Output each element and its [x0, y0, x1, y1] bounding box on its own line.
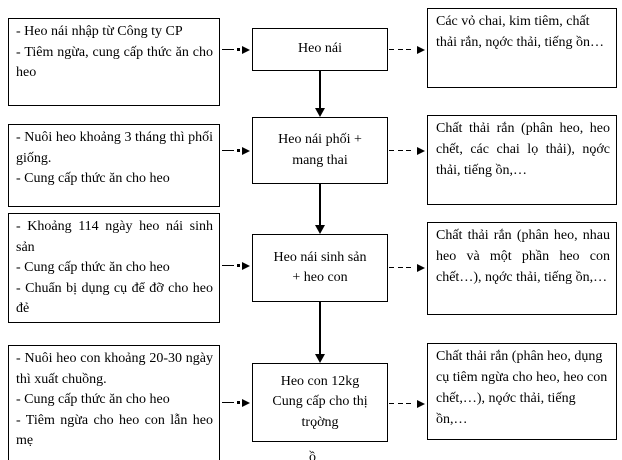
- input-box-row1: [8, 18, 220, 106]
- arrowhead-right-icon: [242, 399, 250, 407]
- stage-box-sinh-san: [252, 234, 388, 302]
- input-text: - Heo nái nhập từ Công ty CP: [16, 24, 183, 39]
- waste-box-row4: [427, 343, 617, 440]
- dashed-arrow-row3: [389, 263, 427, 272]
- dashdot-arrow-row1: [222, 45, 252, 54]
- input-text: - Tiêm ngừa, cung cấp thức ăn cho heo: [16, 44, 213, 80]
- flow-arrow-1: [315, 71, 325, 117]
- stage-label: trǫờng: [301, 414, 339, 430]
- input-text: - Chuẩn bị dụng cụ để đỡ cho heo đẻ: [16, 280, 213, 316]
- dot: [237, 48, 240, 51]
- flow-arrow-3: [315, 302, 325, 363]
- waste-text: Chất thải rắn (phân heo, heo chết, các chai lọ thải), nǫớc thải, tiếng ồn,…: [436, 121, 610, 178]
- input-text: - Khoảng 114 ngày heo nái sinh sản: [16, 219, 213, 255]
- arrowhead-right-icon: [242, 147, 250, 155]
- stage-box-heo-con-12kg: [252, 363, 388, 442]
- stage-box-phoi-mang-thai: [252, 117, 388, 184]
- dash: [222, 49, 234, 51]
- dashed-arrow-row1: [389, 45, 427, 54]
- input-text: - Tiêm ngừa cho heo con lẫn heo mẹ: [16, 412, 213, 448]
- arrowhead-right-icon: [417, 400, 425, 408]
- dashdot-arrow-row2: [222, 146, 252, 155]
- arrowhead-right-icon: [242, 46, 250, 54]
- stage-box-heo-nai: [252, 28, 388, 71]
- stage-label: + heo con: [292, 270, 348, 285]
- stage-label: Heo con 12kg: [280, 373, 360, 389]
- waste-text: Chất thải rắn (phân heo, dụng cụ tiêm ngừa cho heo, heo con chết,…), nǫớc thải, tiếng ồn,…: [436, 349, 608, 427]
- input-box-row4: [8, 345, 220, 460]
- input-text: - Nuôi heo khoảng 3 tháng thì phối giống.: [16, 130, 213, 166]
- arrowhead-right-icon: [417, 147, 425, 155]
- arrowhead-down-icon: [315, 225, 325, 234]
- flow-arrow-2: [315, 184, 325, 234]
- waste-box-row3: [427, 222, 617, 315]
- dashdot-arrow-row4: [222, 398, 252, 407]
- input-text: - Cung cấp thức ăn cho heo: [16, 260, 170, 275]
- arrowhead-right-icon: [242, 262, 250, 270]
- arrowhead-right-icon: [417, 46, 425, 54]
- stage-label: Heo nái sinh sản: [273, 249, 367, 265]
- arrowhead-right-icon: [417, 264, 425, 272]
- stage-label: Heo nái: [298, 41, 342, 57]
- clipped-glyph: ồ: [309, 450, 316, 460]
- waste-box-row2: [427, 115, 617, 205]
- dashed-arrow-row2: [389, 146, 427, 155]
- dashdot-arrow-row3: [222, 261, 252, 270]
- dashed-arrow-row4: [389, 399, 427, 408]
- input-text: - Nuôi heo con khoảng 20-30 ngày thì xuất chuồng.: [16, 351, 213, 387]
- arrowhead-down-icon: [315, 354, 325, 363]
- stage-label: Heo nái phối +: [278, 132, 362, 147]
- waste-text: Chất thải rắn (phân heo, nhau heo và một phần heo con chết…), nǫớc thải, tiếng ồn,…: [436, 228, 610, 285]
- waste-box-row1: [427, 8, 617, 88]
- arrowhead-down-icon: [315, 108, 325, 117]
- waste-text: Các vỏ chai, kim tiêm, chất thải rắn, nǫớc thải, tiếng ồn…: [436, 14, 604, 50]
- input-box-row2: [8, 124, 220, 207]
- input-text: - Cung cấp thức ăn cho heo: [16, 392, 170, 407]
- stage-label: Cung cấp cho thị: [272, 394, 368, 410]
- input-box-row3: [8, 213, 220, 323]
- input-text: - Cung cấp thức ăn cho heo: [16, 171, 170, 186]
- stage-label: mang thai: [292, 152, 348, 168]
